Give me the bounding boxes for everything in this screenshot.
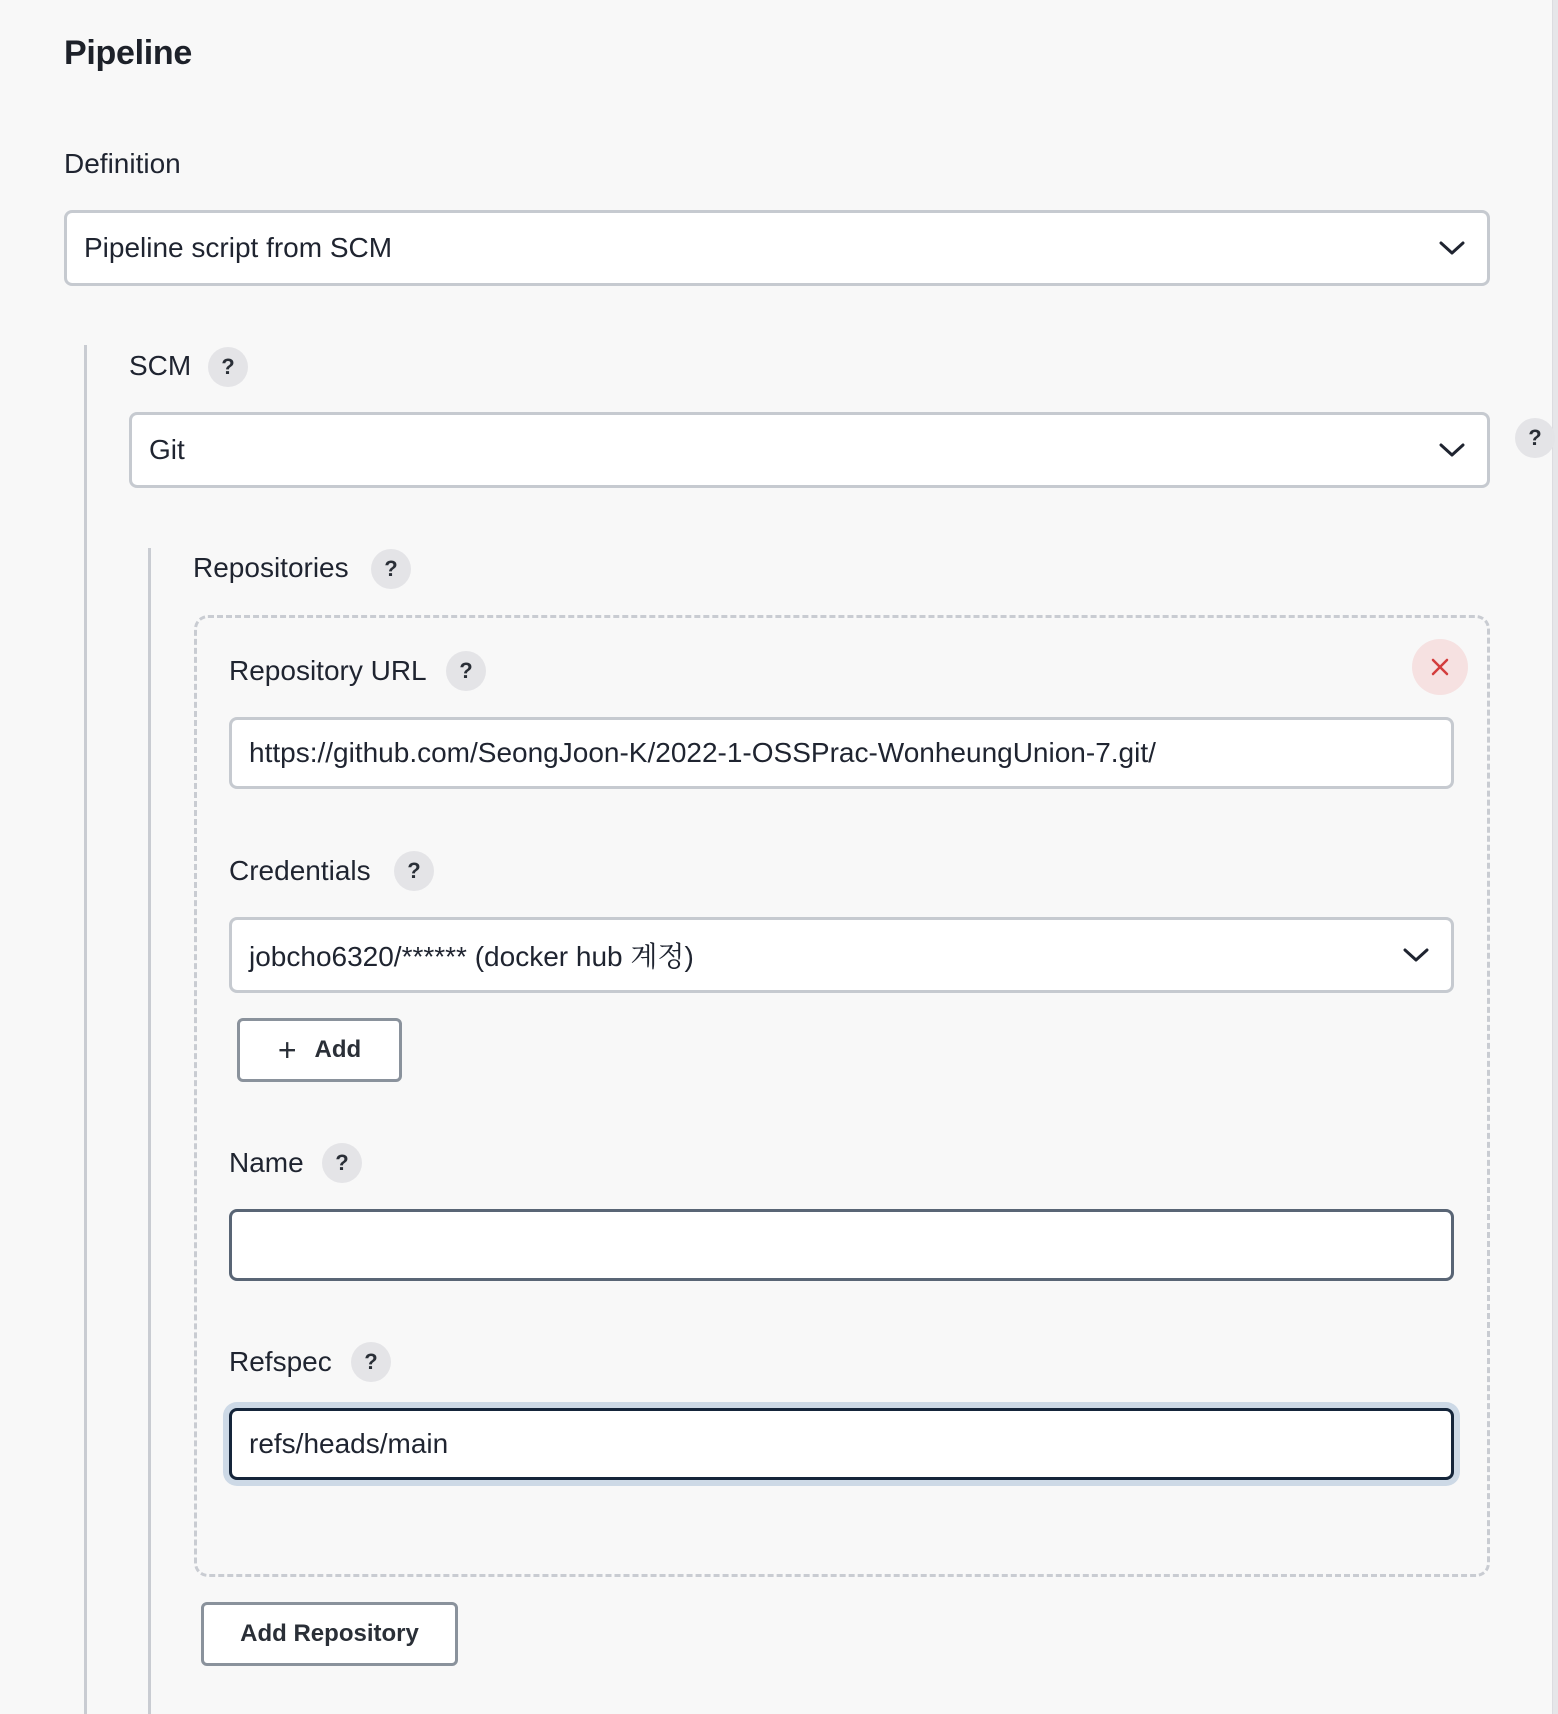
- scm-section-rule: [84, 345, 87, 1714]
- refspec-help-icon[interactable]: ?: [351, 1342, 391, 1382]
- refspec-input[interactable]: refs/heads/main: [229, 1408, 1454, 1480]
- add-repository-button[interactable]: Add Repository: [201, 1602, 458, 1666]
- page-scrollbar-edge: [1552, 0, 1558, 1714]
- repository-url-label: Repository URL: [229, 655, 427, 686]
- add-credentials-button[interactable]: [237, 1018, 402, 1082]
- definition-selected-value: Pipeline script from SCM: [84, 232, 393, 263]
- repository-url-input[interactable]: https://github.com/SeongJoon-K/2022-1-OSSPrac-WonheungUnion-7.git/: [229, 717, 1454, 789]
- definition-select[interactable]: [64, 210, 1490, 286]
- repositories-label: Repositories: [193, 552, 349, 583]
- credentials-label: Credentials: [229, 855, 371, 886]
- credentials-help-icon[interactable]: ?: [394, 851, 434, 891]
- plus-icon: +: [277, 1032, 297, 1068]
- scm-selected-value: Git: [149, 434, 185, 465]
- repositories-section-rule: [148, 548, 151, 1714]
- chevron-down-icon: [1403, 947, 1429, 963]
- chevron-down-icon: [1439, 442, 1465, 458]
- scm-select[interactable]: [129, 412, 1490, 488]
- section-title: Pipeline: [64, 34, 192, 72]
- git-help-icon[interactable]: ?: [1515, 418, 1555, 458]
- scm-label: SCM: [129, 350, 192, 381]
- chevron-down-icon: [1439, 240, 1465, 256]
- credentials-select[interactable]: [229, 917, 1454, 993]
- scm-help-icon[interactable]: ?: [208, 347, 248, 387]
- refspec-label: Refspec: [229, 1346, 332, 1377]
- name-input[interactable]: [229, 1209, 1454, 1281]
- close-icon: [1430, 657, 1450, 677]
- credentials-selected-value: jobcho6320/****** (docker hub 계정): [249, 941, 694, 972]
- name-label: Name: [229, 1147, 304, 1178]
- remove-repository-button[interactable]: [1412, 639, 1468, 695]
- add-credentials-label: Add: [314, 1036, 362, 1063]
- name-help-icon[interactable]: ?: [322, 1143, 362, 1183]
- repositories-help-icon[interactable]: ?: [371, 549, 411, 589]
- definition-label: Definition: [64, 148, 181, 179]
- repository-url-help-icon[interactable]: ?: [446, 651, 486, 691]
